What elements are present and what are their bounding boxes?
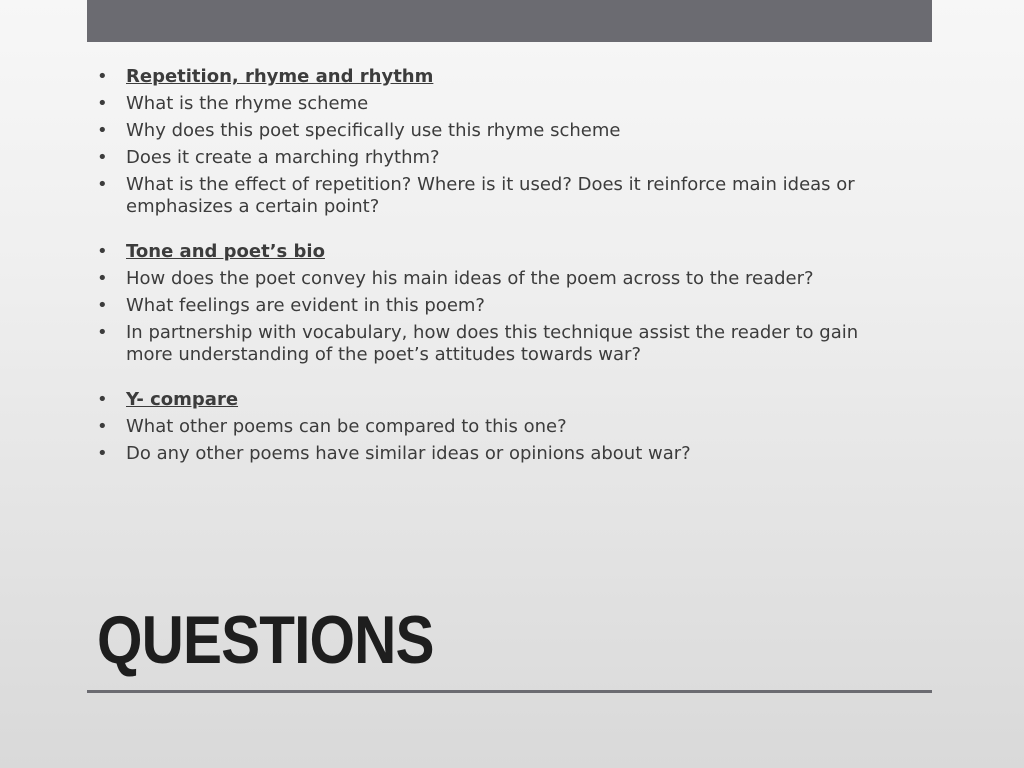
slide-title: QUESTIONS [97, 602, 434, 678]
bullet-dot: • [97, 93, 108, 114]
bullet-dot: • [97, 147, 108, 168]
bullet-heading-repetition [97, 66, 887, 88]
bullet-dot: • [97, 268, 108, 289]
bullet-text: What other poems can be compared to this one? [126, 416, 567, 437]
bullet-dot: • [97, 295, 108, 316]
bullet-text: Why does this poet specifically use this rhyme scheme [126, 120, 621, 141]
bullet-text: Tone and poet’s bio [126, 241, 325, 262]
bullet-dot: • [97, 174, 108, 195]
bullet-text: Repetition, rhyme and rhythm [126, 66, 434, 87]
top-accent-bar [87, 0, 932, 42]
bullet-text: Do any other poems have similar ideas or opinions about war? [126, 443, 691, 464]
bullet-dot: • [97, 389, 108, 410]
bullet-item [97, 443, 887, 465]
bullet-item [97, 93, 887, 115]
bullet-item [97, 268, 887, 290]
bullet-text: What is the effect of repetition? Where is it used? Does it reinforce main ideas or emphasizes a certain point? [126, 174, 855, 217]
bullet-list [97, 66, 887, 470]
bullet-dot: • [97, 66, 108, 87]
bullet-item [97, 322, 887, 366]
bullet-item [97, 120, 887, 142]
bullet-text: How does the poet convey his main ideas of the poem across to the reader? [126, 268, 814, 289]
bullet-text: In partnership with vocabulary, how does this technique assist the reader to gain more understanding of the poet’s attitudes towards war? [126, 322, 859, 365]
bullet-item [97, 416, 887, 438]
bullet-dot: • [97, 322, 108, 343]
title-underline-rule [87, 690, 932, 693]
bullet-text: Y- compare [126, 389, 239, 410]
bullet-text: Does it create a marching rhythm? [126, 147, 440, 168]
bullet-heading-tone [97, 241, 887, 263]
bullet-dot: • [97, 416, 108, 437]
bullet-item [97, 147, 887, 169]
bullet-dot: • [97, 443, 108, 464]
bullet-heading-compare [97, 389, 887, 411]
bullet-dot: • [97, 120, 108, 141]
bullet-item [97, 295, 887, 317]
bullet-item [97, 174, 887, 218]
bullet-text: What is the rhyme scheme [126, 93, 369, 114]
bullet-dot: • [97, 241, 108, 262]
bullet-text: What feelings are evident in this poem? [126, 295, 485, 316]
